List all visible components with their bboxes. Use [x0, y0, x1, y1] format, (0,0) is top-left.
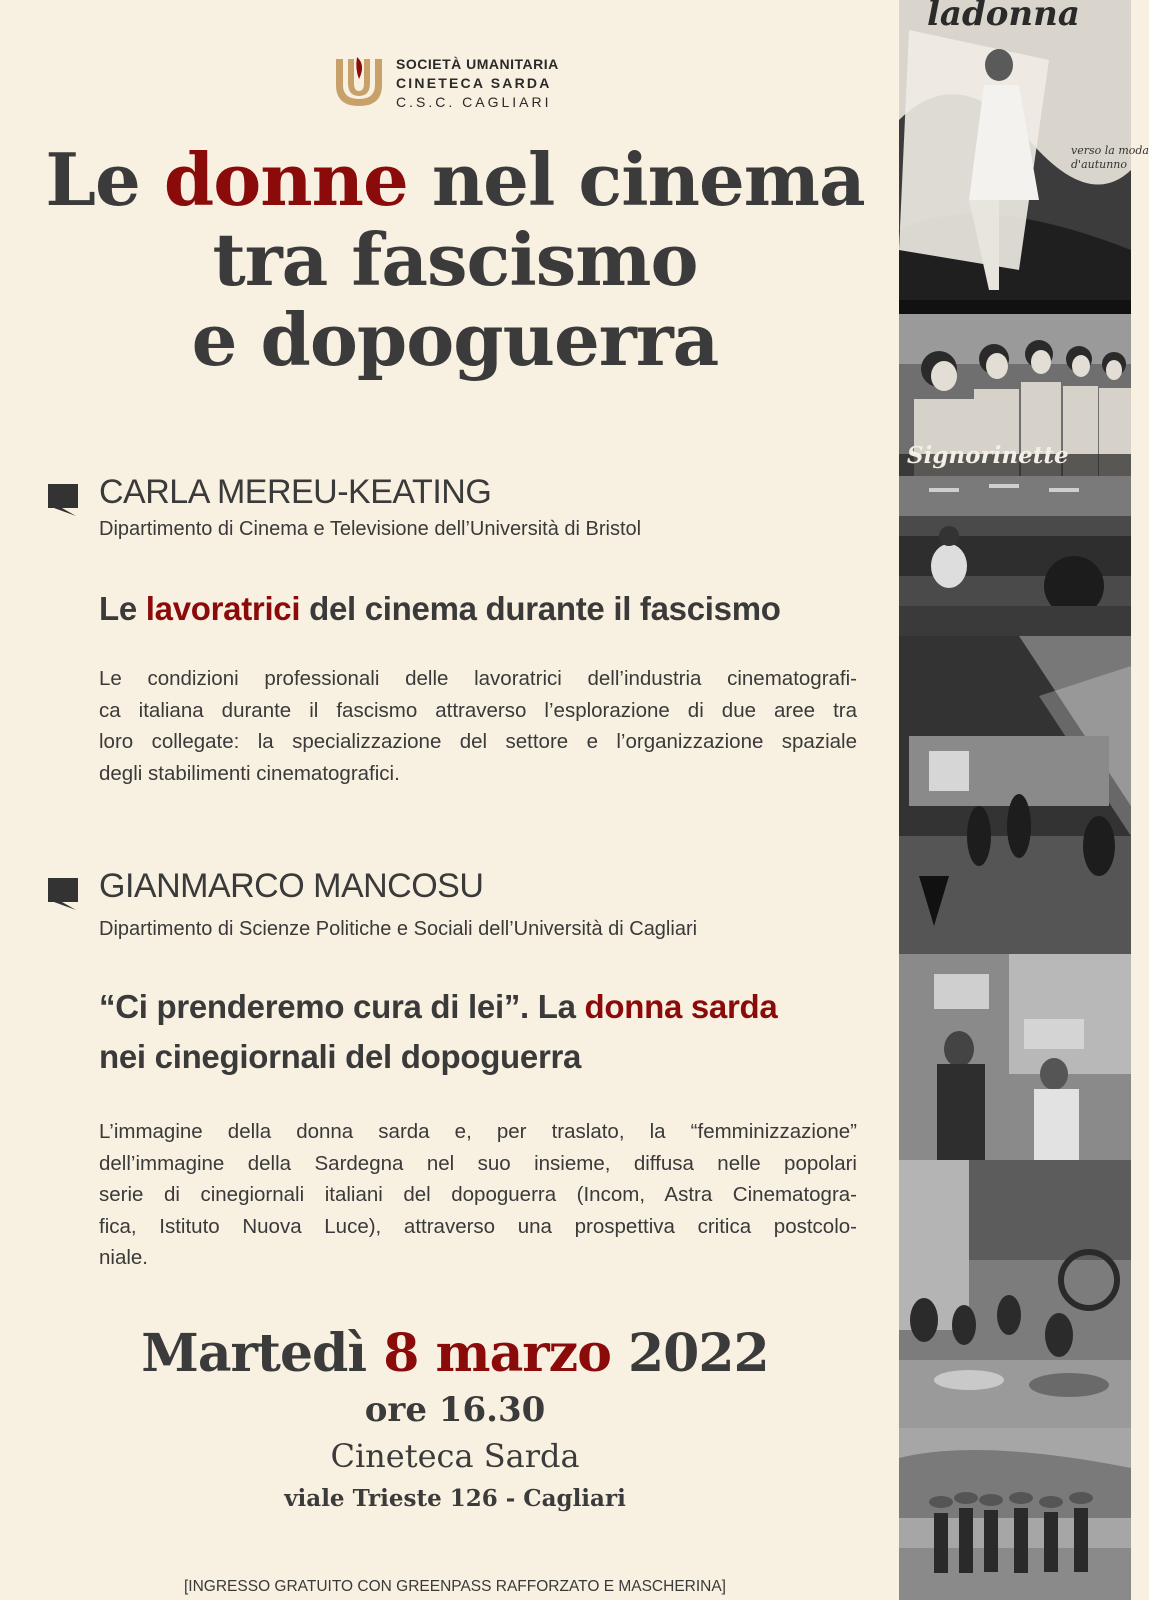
- talk-1-title-line: [99, 584, 859, 634]
- logo-line-1: SOCIETÀ UMANITARIA: [396, 56, 559, 72]
- cover-subtitle-line-1: verso la moda: [1071, 144, 1149, 157]
- village-women-photo: [899, 1160, 1131, 1428]
- editing-room-photo: [899, 636, 1131, 954]
- talk-2-title-line-2: nei cinegiornali del dopoguerra: [99, 1038, 582, 1075]
- film-lab-photo: [899, 476, 1131, 636]
- entry-note: [INGRESSO GRATUITO CON GREENPASS RAFFORZATO E MASCHERINA]: [184, 1578, 726, 1595]
- talk-1-title-accent: lavoratrici: [145, 590, 301, 627]
- abstract-line: Le condizioni professionali delle lavoratrici dell’industria cinematografi-: [99, 667, 857, 690]
- talk-1-abstract: [99, 663, 857, 789]
- abstract-line: niale.: [99, 1246, 149, 1269]
- title-line-1: [30, 137, 880, 222]
- abstract-line: dell’immagine della Sardegna nel suo insieme, diffusa nelle popolari: [99, 1151, 857, 1175]
- logo-line-3: C.S.C. CAGLIARI: [396, 94, 552, 110]
- women-with-baskets-photo: [899, 1428, 1131, 1600]
- abstract-line: fica, Istituto Nuova Luce), attraverso una prospettiva critica postcolo-: [99, 1214, 857, 1238]
- poster-title: [30, 137, 880, 382]
- women-carrying-bricks-photo: [899, 954, 1131, 1160]
- film-title: Signorinette: [907, 442, 1069, 469]
- event-date-accent: 8 marzo: [383, 1323, 611, 1384]
- talk-2-abstract: [99, 1116, 857, 1274]
- event-day: Martedì: [141, 1323, 384, 1384]
- logo-text: [396, 55, 559, 112]
- abstract-line: loro collegate: la specializzazione del settore e l’organizzazione spaziale: [99, 730, 857, 753]
- speech-bubble-icon: [48, 484, 78, 516]
- umanitaria-logo-icon: [333, 55, 385, 109]
- event-time: ore 16.30: [364, 1390, 546, 1430]
- cover-subtitle-line-2: d'autunno: [1071, 158, 1128, 171]
- title-line-2: tra fascismo: [212, 217, 698, 302]
- speech-bubble-icon: [48, 878, 78, 910]
- speaker-2-department: Dipartimento di Scienze Politiche e Sociali dell’Università di Cagliari: [99, 918, 698, 940]
- cover-title: ladonna: [927, 0, 1080, 34]
- speaker-2-name: GIANMARCO MANCOSU: [99, 867, 484, 905]
- talk-2-title-accent: donna sarda: [584, 988, 778, 1025]
- talk-1-title-end: del cinema durante il fascismo: [300, 590, 781, 627]
- title-line-1-start: Le: [45, 137, 164, 222]
- title-line-3: e dopoguerra: [191, 297, 719, 382]
- talk-1-title-start: Le: [99, 590, 146, 627]
- event-address: viale Trieste 126 - Cagliari: [284, 1485, 626, 1512]
- cover-subtitle: [1071, 144, 1149, 172]
- talk-2-title-line-1: [99, 982, 859, 1032]
- talk-2-title-start: “Ci prenderemo cura di lei”. La: [99, 988, 585, 1025]
- event-date: [30, 1323, 880, 1384]
- magazine-cover-photo: [899, 0, 1149, 314]
- photo-strip: [899, 0, 1149, 1600]
- event-venue: Cineteca Sarda: [330, 1437, 580, 1475]
- talk-2-title: [99, 982, 859, 1082]
- title-line-1-end: nel cinema: [407, 137, 865, 222]
- abstract-line: ca italiana durante il fascismo attraverso l’esplorazione di due aree tra: [99, 698, 857, 722]
- speaker-1-name: CARLA MEREU-KEATING: [99, 473, 492, 511]
- speaker-1-department: Dipartimento di Cinema e Televisione dell’Università di Bristol: [99, 518, 642, 540]
- film-still-photo: [899, 314, 1131, 476]
- logo-line-2: CINETECA SARDA: [396, 75, 552, 91]
- abstract-line: degli stabilimenti cinematografici.: [99, 761, 400, 785]
- abstract-line: serie di cinegiornali italiani del dopoguerra (Incom, Astra Cinematogra-: [99, 1183, 857, 1206]
- event-year: 2022: [610, 1323, 769, 1384]
- organizer-logo: [333, 55, 593, 110]
- abstract-line: L’immagine della donna sarda e, per traslato, la “femminizzazione”: [99, 1120, 857, 1143]
- talk-1-title: [99, 584, 859, 634]
- title-accent-word: donne: [163, 137, 408, 222]
